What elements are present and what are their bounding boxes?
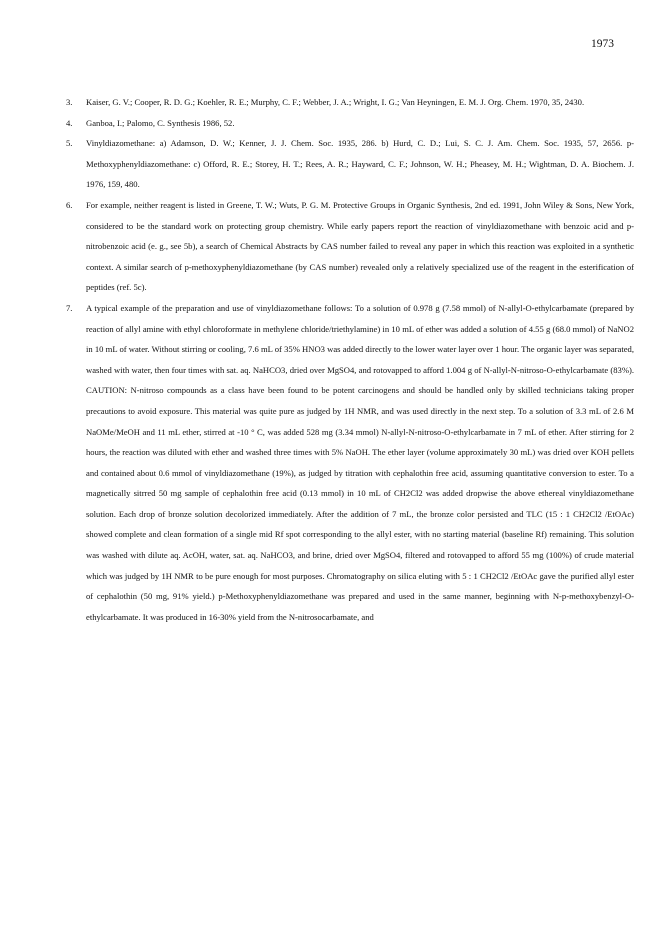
reference-item (44, 92, 634, 113)
reference-item (44, 195, 634, 298)
reference-number: 5. (66, 138, 73, 149)
reference-number: 4. (66, 117, 73, 128)
reference-text: Kaiser, G. V.; Cooper, R. D. G.; Koehler, R. E.; Murphy, C. F.; Webber, J. A.; Wright, I. G.; Van Heyningen, E. M. J. Org. Chem. 1970, 35, 2430. (86, 97, 585, 107)
reference-number: 6. (66, 199, 73, 210)
reference-text: A typical example of the preparation and use of vinyldiazomethane follows: To a solution of 0.978 g (7.58 mmol) of N-allyl-O-ethylcarbamate (prepared by reaction of allyl amine with ethyl chloroformate in methylene chloride/triethylamine) in 10 mL of ether was added a solution of 4.55 g (68.0 mmol) of NaNO2 in 10 mL of water. Without stirring or cooling, 7.6 mL of 35% HNO3 was added directly to the lower water layer over 1 hour. The organic layer was separated, washed with water, then four times with sat. aq. NaHCO3, dried over MgSO4, and rotovapped to afford 1.004 g of N-allyl-N-nitroso-O-ethylcarbamate (83%). CAUTION: N-nitroso compounds as a class have been found to be potent carcinogens and should be handled only by skilled technicians taking proper precautions to avoid exposure. This material was quite pure as judged by 1H NMR, and was used directly in the next step. To a solution of 3.3 mL of 2.6 M NaOMe/MeOH and 11 mL ether, stirred at -10 ° C, was added 528 mg (3.34 mmol) N-allyl-N-nitroso-O-ethylcarbamate in 7 mL of ether. After stirring for 2 hours, the reaction was diluted with ether and washed three times with 5% NaOH. The ether layer (volume approximately 30 mL) was dried over KOH pellets and contained about 0.6 mmol of vinyldiazomethane (19%), as judged by titration with cephalothin free acid, assuming quantitative conversion to ester. To a magnetically sitrred 50 mg sample of cephalothin free acid (0.13 mmol) in 10 mL of CH2Cl2 was added dropwise the above ethereal vinyldiazomethane solution. Each drop of bronze solution decolorized immediately. After the addition of 7 mL, the bronze color persisted and TLC (15 : 1 CH2Cl2 /EtOAc) showed complete and clean formation of a single mid Rf spot corresponding to the allyl ester, with no starting material (baseline Rf) remaining. This solution was washed with dilute aq. AcOH, water, sat. aq. NaHCO3, and brine, dried over MgSO4, filtered and rotovapped to afford 55 mg (100%) of crude material which was judged by 1H NMR to be pure enough for most purposes. Chromatography on silica eluting with 5 : 1 CH2Cl2 /EtOAc gave the purified allyl ester of cephalothin (50 mg, 91% yield.) p-Methoxyphenyldiazomethane was prepared and used in the same manner, beginning with N-p-methoxybenzyl-O-ethylcarbamate. It was produced in 16-30% yield from the N-nitrosocarbamate, and (86, 302, 634, 622)
page-number: 1973 (591, 38, 614, 50)
reference-number: 3. (66, 97, 73, 107)
reference-number: 7. (66, 302, 73, 313)
reference-text: For example, neither reagent is listed in Greene, T. W.; Wuts, P. G. M. Protective Groups in Organic Synthesis, 2nd ed. 1991, John Wiley & Sons, New York, considered to be the standard work on protecting group chemistry. While early papers report the reaction of vinyldiazomethane with benzoic acid and p-nitrobenzoic acid (e. g., see 5b), a search of Chemical Abstracts by CAS number failed to reveal any paper in which this reaction was exploited in a synthetic context. A similar search of p-methoxyphenyldiazomethane (by CAS number) revealed only a relatively specialized use of the reagent in the esterification of peptides (ref. 5c). (86, 199, 634, 293)
reference-item (44, 133, 634, 195)
reference-text: Ganboa, I.; Palomo, C. Synthesis 1986, 52. (86, 117, 235, 128)
reference-item (44, 113, 634, 134)
reference-list (44, 92, 634, 627)
reference-text: Vinyldiazomethane: a) Adamson, D. W.; Kenner, J. J. Chem. Soc. 1935, 286. b) Hurd, C. D.; Lui, S. C. J. Am. Chem. Soc. 1935, 57, 2656. p-Methoxyphenyldiazomethane: c) Offord, R. E.; Storey, H. T.; Rees, A. R.; Hayward, C. F.; Johnson, W. H.; Pheasey, M. H.; Wightman, D. A. Biochem. J. 1976, 159, 480. (86, 138, 634, 190)
reference-item (44, 298, 634, 628)
